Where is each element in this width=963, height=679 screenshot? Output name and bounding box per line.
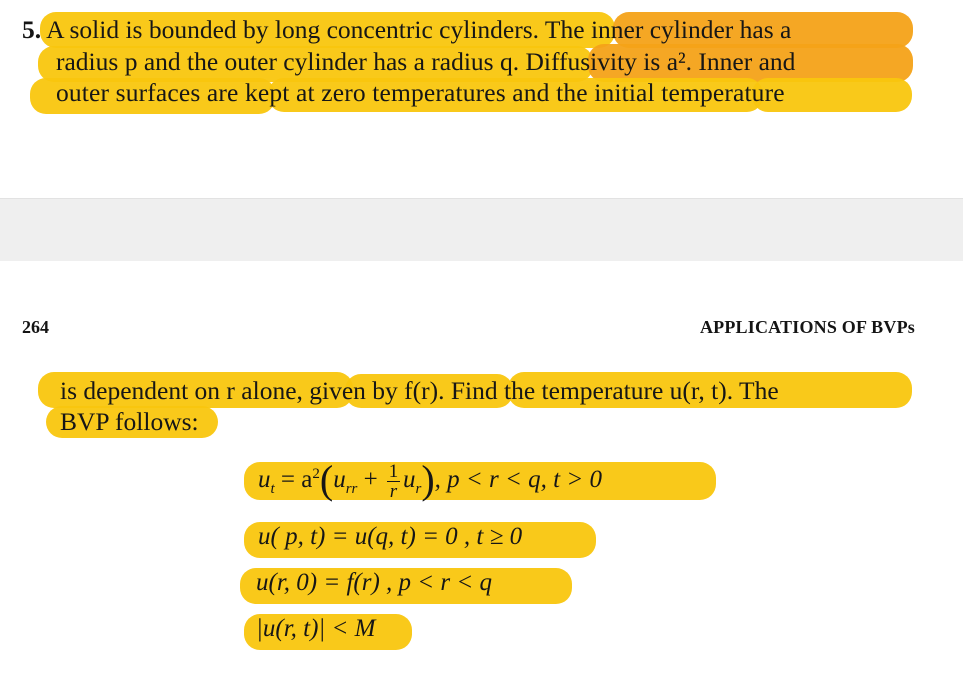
continuation-text: is dependent on r alone, given by f(r). Find the temperature u(r, t). The [60, 376, 779, 405]
pde-equation: $u_t = a^2(u_{rr} + \frac{1}{r} u_r)$, p < r < q, t > 0 [258, 457, 602, 503]
problem-text: radius p and the outer cylinder has a radius q. Diffusivity is a². Inner and [56, 47, 796, 76]
problem-line-3 [56, 78, 785, 108]
boundedness-condition: |u(r, t)| < M [256, 615, 376, 642]
problem-line-1 [22, 15, 791, 45]
continuation-text: BVP follows: [60, 407, 199, 436]
problem-text: outer surfaces are kept at zero temperatures and the initial temperature [56, 78, 785, 107]
problem-text: A solid is bounded by long concentric cylinders. The inner cylinder has a [46, 15, 792, 44]
continuation-line-2 [60, 407, 199, 437]
page-separator [0, 198, 963, 262]
fraction: $\frac{1}{r}$ [388, 461, 399, 502]
boundary-condition: u( p, t) = u(q, t) = 0 , t ≥ 0 [258, 523, 523, 550]
section-title: APPLICATIONS OF BVPs [699, 317, 915, 337]
problem-line-2 [56, 47, 795, 77]
continuation-line-1 [60, 376, 779, 406]
problem-number: 5. [22, 15, 42, 44]
page-number: 264 [22, 317, 49, 337]
initial-condition: u(r, 0) = f(r) , p < r < q [256, 569, 493, 596]
